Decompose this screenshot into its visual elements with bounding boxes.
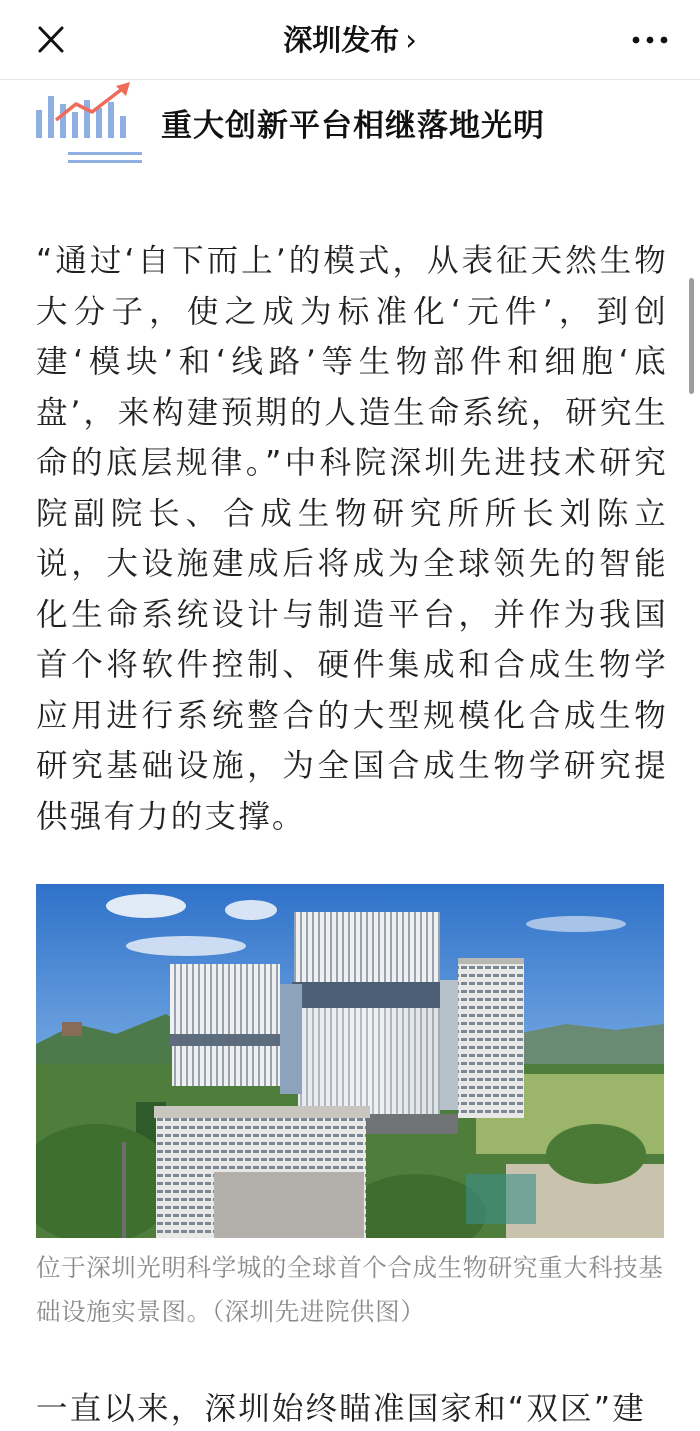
bar-chart-trend-icon [36, 82, 146, 168]
section-title: 重大创新平台相继落地光明 [161, 108, 545, 144]
chevron-right-icon: › [405, 23, 417, 57]
article-paragraph: “通过‘自下而上’的模式，从表征天然生物大分子，使之成为标准化‘元件’，到创建‘模块’和‘线路’等生物部件和细胞‘底盘’，来构建预期的人造生命系统，研究生命的底层规律。”中科院深圳先进技术研究院副院长、合成生物研究所所长刘陈立说，大设施建成后将成为全球领先的智能化生命系统设计与制造平台，并作为我国首个将软件控制、硬件集成和合成生物学应用进行系统整合的大型规模化合成生物研究基础设施，为全国合成生物学研究提供强有力的支撑。 [36, 243, 668, 835]
scrollbar-thumb[interactable] [689, 278, 694, 394]
photo-caption: 位于深圳光明科学城的全球首个合成生物研究重大科技基础设施实景图。（深圳先进院供图） [36, 1253, 664, 1326]
top-bar [0, 0, 700, 80]
account-name: 深圳发布 [283, 23, 400, 57]
next-paragraph: 一直以来，深圳始终瞄准国家和“双区”建 [36, 1391, 646, 1427]
more-options-button[interactable] [630, 28, 670, 52]
section-header [36, 82, 676, 172]
article-photo[interactable] [36, 884, 664, 1238]
account-name-link[interactable] [0, 18, 700, 59]
more-icon [630, 28, 670, 52]
